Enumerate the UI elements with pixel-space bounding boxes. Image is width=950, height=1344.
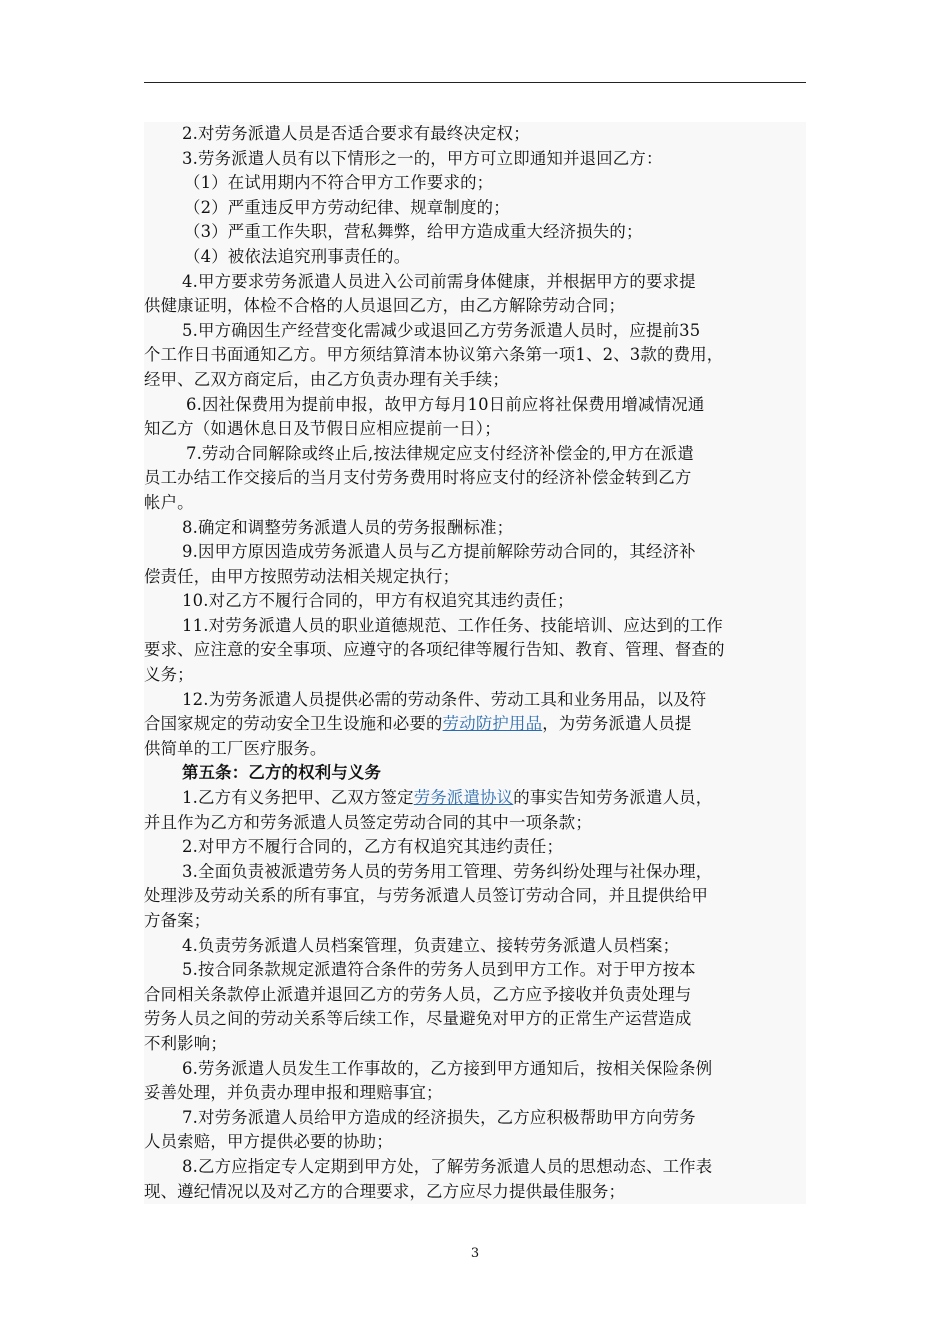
text-segment: 合国家规定的劳动安全卫生设施和必要的 — [144, 714, 443, 734]
hyperlink-dispatch-agreement[interactable]: 劳务派遣协议 — [413, 788, 514, 808]
paragraph-line: 12.为劳务派遣人员提供必需的劳动条件、劳动工具和业务用品，以及符 — [182, 689, 707, 709]
paragraph-line: 7.劳动合同解除或终止后,按法律规定应支付经济补偿金的,甲方在派遣 — [186, 443, 694, 463]
paragraph-line: 6.因社保费用为提前申报，故甲方每月10日前应将社保费用增减情况通 — [186, 394, 705, 414]
paragraph-line: 6.劳务派遣人员发生工作事故的，乙方接到甲方通知后，按相关保险条例 — [182, 1058, 713, 1078]
paragraph-line: 8.乙方应指定专人定期到甲方处，了解劳务派遣人员的思想动态、工作表 — [182, 1156, 713, 1176]
paragraph-line: 偿责任，由甲方按照劳动法相关规定执行； — [144, 566, 460, 586]
paragraph-line: 帐户。 — [144, 492, 194, 512]
paragraph-line — [144, 712, 806, 737]
text-segment: 的事实告知劳务派遣人员， — [513, 788, 713, 808]
section-heading: 第五条：乙方的权利与义务 — [182, 763, 382, 783]
hyperlink-protective-equipment[interactable]: 劳动防护用品 — [442, 714, 543, 734]
paragraph-line: 2.对甲方不履行合同的，乙方有权追究其违约责任； — [182, 837, 564, 857]
paragraph-line: 义务； — [144, 665, 194, 685]
list-item: （1）在试用期内不符合甲方工作要求的； — [184, 173, 494, 193]
paragraph-line: 妥善处理，并负责办理申报和理赔事宜； — [144, 1083, 443, 1103]
paragraph-line: 处理涉及劳动关系的所有事宜，与劳务派遣人员签订劳动合同，并且提供给甲 — [144, 886, 709, 906]
text-segment: 1.乙方有义务把甲、乙双方签定 — [182, 788, 414, 808]
paragraph-line: 现、遵纪情况以及对乙方的合理要求，乙方应尽力提供最佳服务； — [144, 1181, 626, 1201]
paragraph-line: 9.因甲方原因造成劳务派遣人员与乙方提前解除劳动合同的，其经济补 — [182, 542, 696, 562]
paragraph-line: 供健康证明，体检不合格的人员退回乙方，由乙方解除劳动合同； — [144, 296, 626, 316]
paragraph-line: 供简单的工厂医疗服务。 — [144, 738, 327, 758]
paragraph-line — [144, 786, 806, 811]
paragraph-line: 方备案； — [144, 911, 211, 930]
paragraph-line: 并且作为乙方和劳务派遣人员签定劳动合同的其中一项条款； — [144, 812, 592, 832]
paragraph-line: 2.对劳务派遣人员是否适合要求有最终决定权； — [182, 124, 530, 143]
paragraph-line: 要求、应注意的安全事项、应遵守的各项纪律等履行告知、教育、管理、督查的 — [144, 640, 725, 660]
paragraph-line: 经甲、乙双方商定后，由乙方负责办理有关手续； — [144, 369, 509, 389]
paragraph-line: 不利影响； — [144, 1033, 227, 1053]
paragraph-line: 3.劳务派遣人员有以下情形之一的，甲方可立即通知并退回乙方： — [182, 148, 663, 168]
paragraph-line: 个工作日书面通知乙方。甲方须结算清本协议第六条第一项1、2、3款的费用， — [144, 345, 724, 365]
paragraph-line: 4.甲方要求劳务派遣人员进入公司前需身体健康，并根据甲方的要求提 — [182, 271, 696, 291]
paragraph-line: 5.按合同条款规定派遣符合条件的劳务人员到甲方工作。对于甲方按本 — [182, 960, 696, 980]
paragraph-line: 3.全面负责被派遣劳务人员的劳务用工管理、劳务纠纷处理与社保办理， — [182, 861, 713, 881]
paragraph-line: 人员索赔，甲方提供必要的协助； — [144, 1132, 393, 1152]
paragraph-line: 8.确定和调整劳务派遣人员的劳务报酬标准； — [182, 517, 514, 537]
page-number: 3 — [470, 1246, 480, 1261]
text-segment: ，为劳务派遣人员提 — [542, 714, 692, 734]
paragraph-line: 7.对劳务派遣人员给甲方造成的经济损失，乙方应积极帮助甲方向劳务 — [182, 1107, 696, 1127]
header-rule — [144, 82, 806, 83]
paragraph-line: 员工办结工作交接后的当月支付劳务费用时将应支付的经济补偿金转到乙方 — [144, 468, 692, 488]
list-item: （4）被依法追究刑事责任的。 — [184, 246, 411, 266]
paragraph-line: 4.负责劳务派遣人员档案管理，负责建立、接转劳务派遣人员档案； — [182, 935, 680, 955]
paragraph-line: 5.甲方确因生产经营变化需减少或退回乙方劳务派遣人员时，应提前35 — [182, 320, 701, 340]
paragraph-line: 劳务人员之间的劳动关系等后续工作，尽量避免对甲方的正常生产运营造成 — [144, 1009, 692, 1029]
paragraph-line: 11.对劳务派遣人员的职业道德规范、工作任务、技能培训、应达到的工作 — [182, 615, 723, 635]
paragraph-line: 合同相关条款停止派遣并退回乙方的劳务人员，乙方应予接收并负责处理与 — [144, 984, 692, 1004]
paragraph-line: 10.对乙方不履行合同的，甲方有权追究其违约责任； — [182, 591, 574, 611]
document-body — [144, 122, 806, 1204]
list-item: （2）严重违反甲方劳动纪律、规章制度的； — [184, 197, 510, 217]
paragraph-line: 知乙方（如遇休息日及节假日应相应提前一日）； — [144, 419, 501, 439]
list-item: （3）严重工作失职，营私舞弊，给甲方造成重大经济损失的； — [184, 222, 643, 242]
